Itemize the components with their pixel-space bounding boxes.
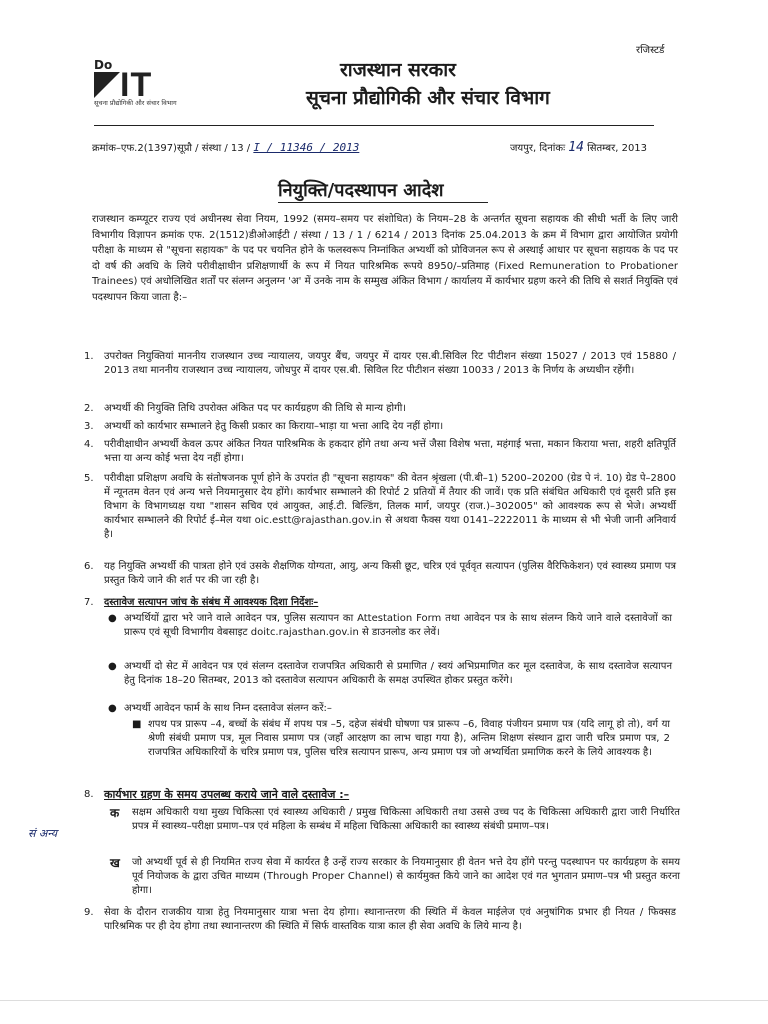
item-text: अभ्यर्थी की नियुक्ति तिथि उपरोक्त अंकित पद पर कार्यग्रहण की तिथि से मान्य होगी। [104, 403, 407, 414]
bullet-icon: ● [108, 703, 117, 714]
document-title: नियुक्ति/पदस्थापन आदेश [278, 180, 444, 201]
logo-do-text: Do [94, 58, 113, 72]
bullet-text: अभ्यर्थी आवेदन फार्म के साथ निम्न दस्तावेज संलग्न करें:– [124, 703, 332, 714]
date-label: जयपुर, दिनांकः [510, 143, 566, 154]
item-number: 6. [84, 561, 94, 572]
order-date [510, 140, 647, 155]
header-divider [94, 125, 654, 126]
logo-it-text: IT [120, 66, 153, 104]
ka-label: क [110, 806, 120, 820]
kha-text: जो अभ्यर्थी पूर्व से ही नियमित राज्य सेवा में कार्यरत है उन्हें राज्य सरकार के नियमानुसार ही वेतन भत्ते देय होंगे परन्तु पदस्थापन पर कार्यग्रहण के समय पूर्व नियोजक के द्वारा उचित माध्यम (Through Proper Channel) से कार्यमुक्त किये जाने का आदेश एवं गत भुगतान प्रमाण–पत्र भी प्रस्तुत करना होगा। [132, 857, 680, 896]
item-text: सेवा के दौरान राजकीय यात्रा हेतु नियमानुसार यात्रा भत्ता देय होगा। स्थानान्तरण की स्थिति में केवल माईलेज एवं अनुषांगिक प्रभार ही नियत / फिक्सड पारिश्रमिक पर ही देय होगा तथा स्थानान्तरण की स्थिति में सिर्फ वास्तविक यात्रा काल ही सेवा अवधि के लिये मान्य है। [104, 907, 676, 932]
logo-triangle-icon [94, 72, 120, 98]
ka-text: सक्षम अधिकारी यथा मुख्य चिकित्सा एवं स्वास्थ्य अधिकारी / प्रमुख चिकित्सा अधिकारी तथा उससे उच्च पद के चिकित्सा अधिकारी द्वारा जारी निर्धारित प्रपत्र में स्वास्थ्य–परीक्षा प्रमाण–पत्र एवं महिला के सम्बंध में महिला चिकित्सा अधिकारी का स्वास्थ्य संबंधी प्रमाण–पत्र। [132, 807, 680, 832]
item-text: यह नियुक्ति अभ्यर्थी की पात्रता होने एवं उसके शैक्षणिक योग्यता, आयु, अन्य किसी छूट, चरित्र एवं पूर्ववृत सत्यापन (पुलिस वैरिफिकेशन) एवं स्वास्थ्य प्रमाण पत्र प्रस्तुत किये जाने की शर्त पर की जा रही है। [104, 561, 676, 586]
item-number: 4. [84, 439, 94, 450]
page-bottom-edge [0, 1000, 768, 1001]
order-number-prefix: क्रमांक–एफ.2(1397)सूप्रौ / संस्था / 13 / [92, 143, 251, 154]
bullet-text: अभ्यर्थियों द्वारा भरे जाने वाले आवेदन पत्र, पुलिस सत्यापन का Attestation Form तथा आवेदन पत्र के साथ संलग्न किये जाने वाले दस्तावेजों का प्रारूप एवं सूची विभागीय वेबसाइट doitc.rajasthan.gov.in से डाउनलोड कर लेवें। [124, 613, 672, 638]
bullet-icon: ● [108, 661, 117, 672]
registered-mark: रजिस्टर्ड [636, 45, 665, 56]
sub-bullet-text: शपथ पत्र प्रारूप –4, बच्चों के संबंध में शपथ पत्र –5, दहेज संबंधी घोषणा पत्र प्रारूप –6, विवाह पंजीयन प्रमाण पत्र (यदि लागू हो तो), वर्ग या श्रेणी संबंधी प्रमाण पत्र, मूल निवास प्रमाण पत्र (जहाँ आरक्षण का लाभ चाहा गया है), अन्तिम शिक्षण संस्थान द्वारा जारी चरित्र प्रमाण पत्र, 2 राजपत्रित अधिकारियों के चरित्र प्रमाण पत्र, पुलिस चरित्र सत्यापन प्रारूप, अन्य प्रमाण पत्र जो अभ्यर्थिता प्रमाणिक करने के लिये आवश्यक है। [148, 719, 670, 758]
date-handwritten: 14 [568, 140, 584, 155]
order-number-handwritten: I / 11346 / 2013 [253, 141, 360, 154]
item7-heading: दस्तावेज सत्यापन जांच के संबंध में आवश्यक दिशा निर्देशः– [104, 597, 319, 608]
intro-paragraph: राजस्थान कम्प्यूटर राज्य एवं अधीनस्थ सेवा नियम, 1992 (समय–समय पर संशोधित) के नियम–28 के अन्तर्गत सूचना सहायक की सीधी भर्ती के लिए जारी विभागीय विज्ञापन क्रमांक एफ. 2(1512)डीओआईटी / संस्था / 13 / 1 / 6214 / 2013 दिनांक 25.04.2013 के क्रम में विभाग द्वारा आयोजित प्रयोगी परीक्षा के माध्यम से "सूचना सहायक" के पद पर चयनित होने के फलस्वरूप निम्नांकित अभ्यर्थी को प्रोविजनल रूप से अस्थाई आधार पर सूचना सहायक के पद पर दो वर्ष की अवधि के लिये परीवीक्षाधीन प्रशिक्षणार्थी के रूप में नियत पारिश्रमिक रूपये 8950/–प्रतिमाह (Fixed Remuneration to Probationer Trainees) एवं अधोलिखित शर्तों पर संलग्न अनुलग्न 'अ' में उनके नाम के सम्मुख अंकित विभाग / कार्यालय में कार्यभार ग्रहण करने की तिथि से सशर्त नियुक्ति एवं पदस्थापन किया जाता है:– [92, 214, 678, 303]
kha-label: ख [110, 856, 120, 870]
item-number: 3. [84, 421, 94, 432]
bullet-text: अभ्यर्थी दो सेट में आवेदन पत्र एवं संलग्न दस्तावेज राजपत्रित अधिकारी से प्रमाणित / स्वयं अभिप्रमाणित कर मूल दस्तावेज, के साथ दस्तावेज सत्यापन हेतु दिनांक 18–20 सितम्बर, 2013 को दस्तावेज सत्यापन अधिकारी के समक्ष उपस्थित होकर प्रस्तुत करेंगे। [124, 661, 672, 686]
handwritten-margin-note: सं अन्य [28, 827, 57, 840]
item8-heading: कार्यभार ग्रहण के समय उपलब्ध कराये जाने वाले दस्तावेज :– [104, 788, 350, 801]
date-suffix: सितम्बर, 2013 [587, 143, 648, 154]
item-number: 1. [84, 351, 94, 362]
department-name: सूचना प्रौद्योगिकी और संचार विभाग [306, 87, 550, 109]
item-text: परीवीक्षाधीन अभ्यर्थी केवल ऊपर अंकित नियत पारिश्रमिक के हकदार होंगे तथा अन्य भत्तें जैसा विशेष भत्ता, महंगाई भत्ता, मकान किराया भत्ता, शहरी क्षतिपूर्ति भत्ता या अन्य कोई भत्ता देय नहीं होगा। [104, 439, 676, 464]
doit-logo [94, 58, 224, 110]
item-number: 8. [84, 789, 94, 800]
logo-subtitle: सूचना प्रौद्योगिकी और संचार विभाग [94, 99, 177, 107]
item-text: उपरोक्त नियुक्तियां माननीय राजस्थान उच्च न्यायालय, जयपुर बैंच, जयपुर में दायर एस.बी.सिविल रिट पीटीशन संख्या 15027 / 2013 एवं 15880 / 2013 तथा माननीय राजस्थान उच्च न्यायालय, जोधपुर में दायर एस.बी. सिविल रिट पीटीशन संख्या 10033 / 2013 के निर्णय के अध्यधीन रहेंगी। [104, 351, 676, 376]
item-number: 2. [84, 403, 94, 414]
item-number: 9. [84, 907, 94, 918]
order-number [92, 140, 359, 154]
bullet-icon: ■ [132, 719, 142, 730]
government-name: राजस्थान सरकार [340, 59, 456, 81]
bullet-icon: ● [108, 613, 117, 624]
item-text: अभ्यर्थी को कार्यभार सम्भालने हेतु किसी प्रकार का किराया–भाड़ा या भत्ता आदि देय नहीं होगा। [104, 421, 444, 432]
item-number: 5. [84, 473, 94, 484]
item-text: परीवीक्षा प्रशिक्षण अवधि के संतोषजनक पूर्ण होने के उपरांत ही "सूचना सहायक" की वेतन श्रृंखला (पी.बी–1) 5200–20200 (ग्रेड पे नं. 10) ग्रेड पे–2800 में न्यूनतम वेतन एवं अन्य भत्ते नियमानुसार देय होंगे। कार्यभार सम्भालने की रिपोर्ट 2 प्रतियों में तैयार की जावें। एक प्रति संबंधित अधिकारी एवं दूसरी प्रति इस विभाग के विभागध्यक्ष यथा "शासन सचिव एवं आयुक्त, आई.टी. बिल्डिंग, तिलक मार्ग, जयपुर (राज.)–302005" को आवश्यक रूप से भेजे। अभ्यर्थी कार्यभार सम्भालने की रिपोर्ट ई–मेल यथा oic.estt@rajasthan.gov.in से अथवा फैक्स यथा 0141–2222011 के माध्यम से भी भेजी जानी अनिवार्य है। [104, 473, 676, 540]
item-number: 7. [84, 597, 94, 608]
title-underline [278, 202, 488, 203]
